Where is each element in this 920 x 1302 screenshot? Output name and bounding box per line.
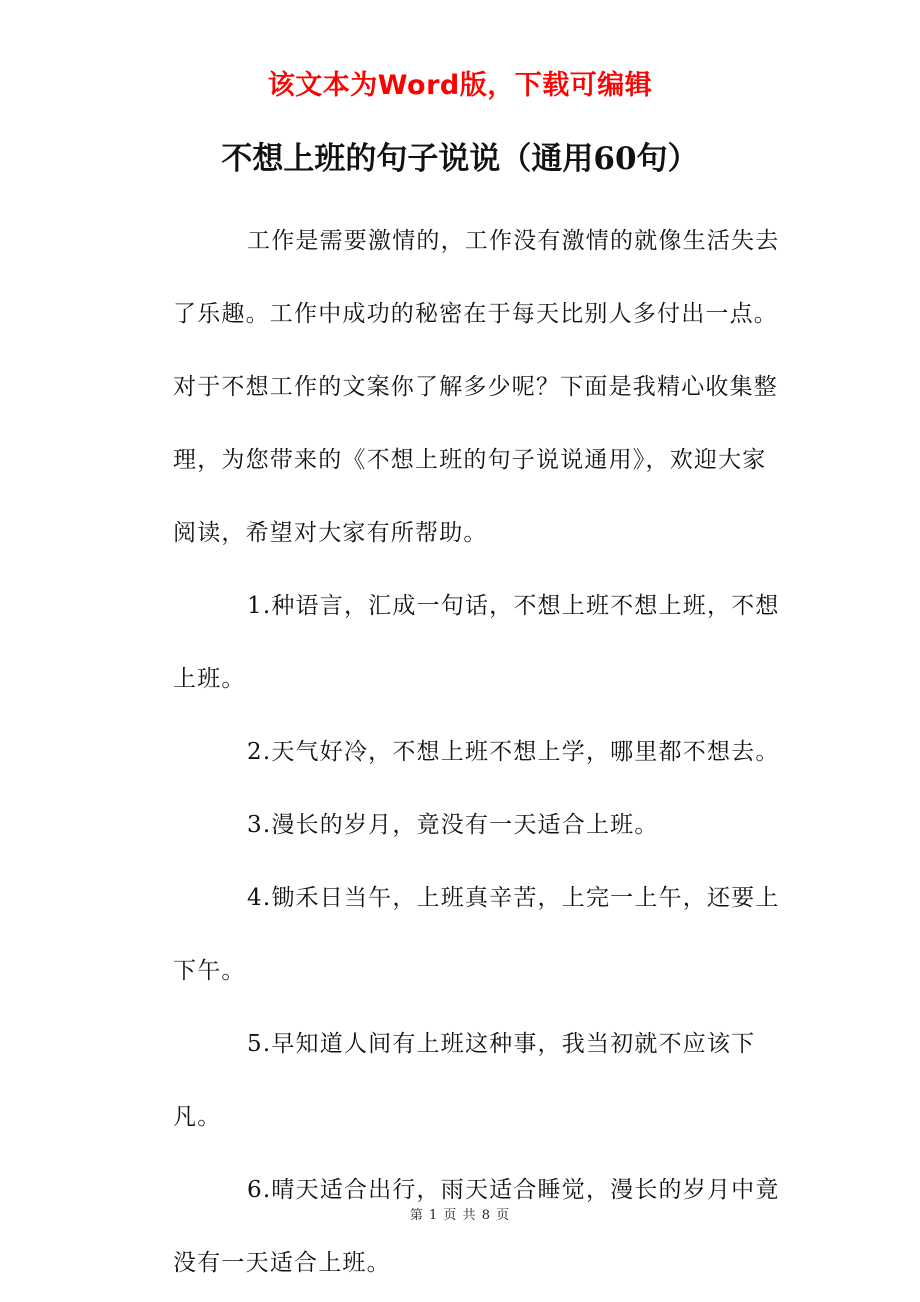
list-item: 5.早知道人间有上班这种事，我当初就不应该下凡。	[173, 1031, 756, 1130]
list-item: 2.天气好冷，不想上班不想上学，哪里都不想去。	[247, 739, 780, 765]
page-number-footer: 第 1 页 共 8 页	[409, 1208, 511, 1223]
list-item: 4.锄禾日当午，上班真辛苦，上完一上午，还要上下午。	[173, 885, 780, 984]
list-item: 3.漫长的岁月，竟没有一天适合上班。	[247, 812, 659, 838]
page-title: 不想上班的句子说说（通用60句）	[221, 141, 699, 177]
editable-word-banner: 该文本为Word版，下载可编辑	[267, 70, 653, 101]
list-item: 6.晴天适合出行，雨天适合睡觉，漫长的岁月中竟没有一天适合上班。	[173, 1177, 780, 1276]
list-item: 1.种语言，汇成一句话，不想上班不想上班，不想上班。	[173, 593, 780, 692]
article-body	[173, 205, 785, 1300]
intro-paragraph: 工作是需要激情的，工作没有激情的就像生活失去了乐趣。工作中成功的秘密在于每天比别人多付出一点。对于不想工作的文案你了解多少呢？下面是我精心收集整理，为您带来的《不想上班的句子说说通用》，欢迎大家阅读，希望对大家有所帮助。	[173, 228, 780, 546]
